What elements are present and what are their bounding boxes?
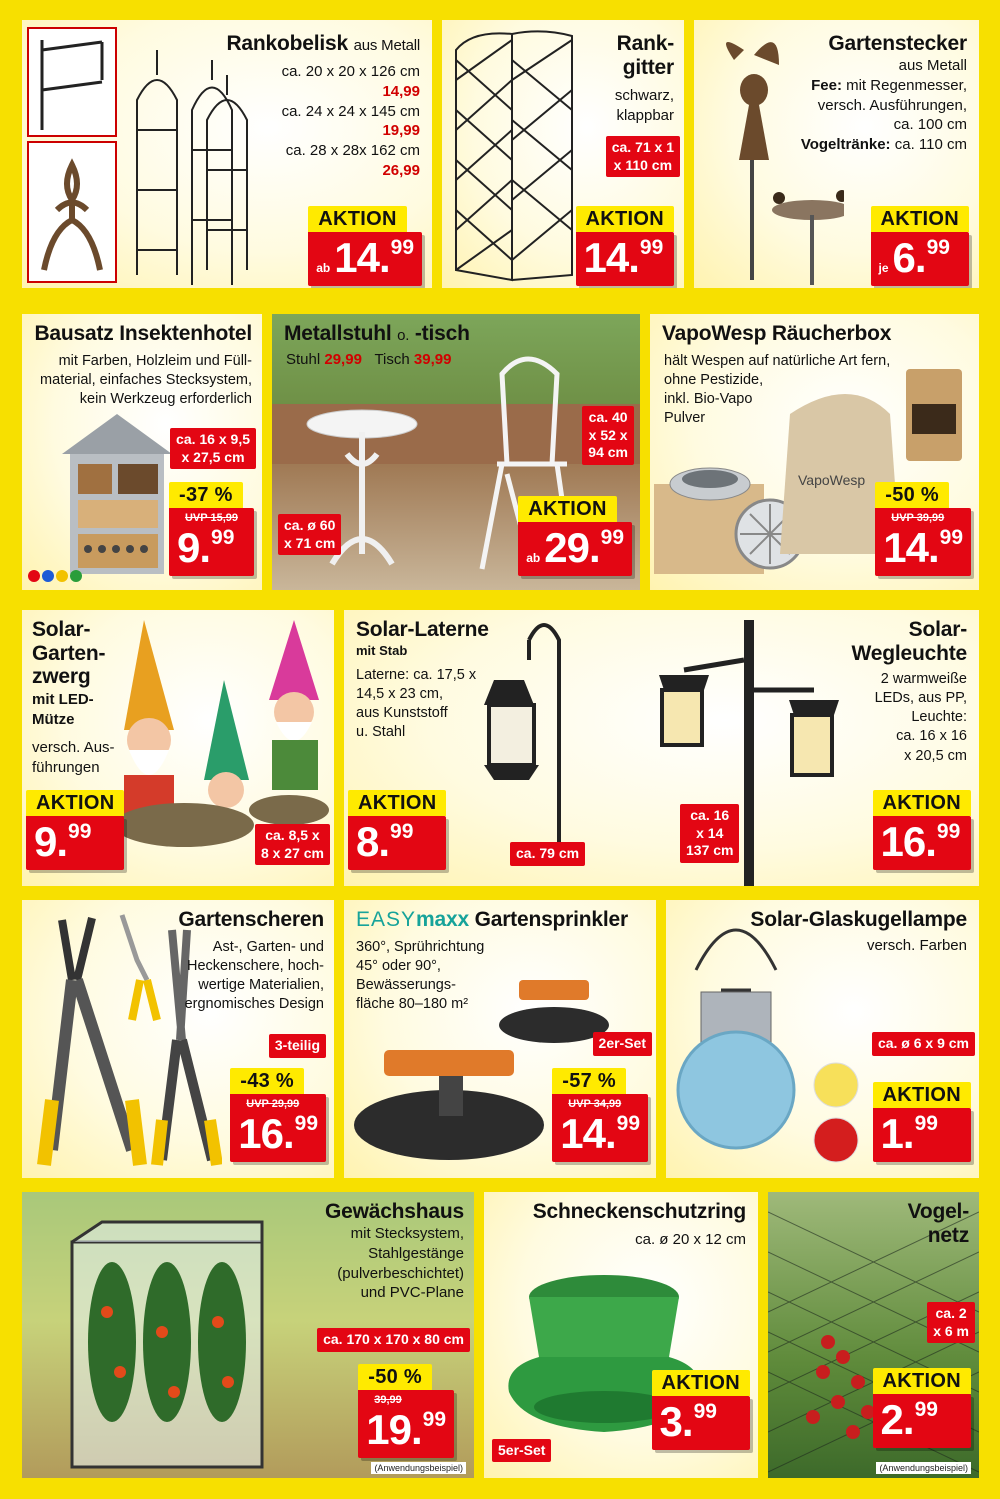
gewaechshaus-price: -50 % 39,99 19.99: [358, 1364, 454, 1458]
vogelnetz-dimension: ca. 2 x 6 m: [927, 1302, 975, 1343]
product-rankgitter: [442, 20, 684, 288]
metallstuhl-dimension-table: ca. ø 60 x 71 cm: [278, 514, 341, 555]
laterne-desc: Laterne: ca. 17,5 x 14,5 x 23 cm, aus Kunststoff u. Stahl: [356, 667, 477, 741]
gewaechshaus-desc: mit Stecksystem, Stahlgestänge (pulverbeschichtet) und PVC-Plane: [337, 1225, 464, 1302]
insektenhotel-desc: mit Farben, Holzleim und Füll- material, einfaches Stecksystem, kein Werkzeug erforderlich: [40, 353, 252, 408]
gewaechshaus-note: (Anwendungsbeispiel): [371, 1462, 466, 1474]
glaskugel-title: Solar-Glaskugellampe: [750, 908, 967, 931]
glaskugel-subtitle: versch. Farben: [866, 937, 967, 954]
product-schnecken: [484, 1192, 758, 1478]
trellis-image: [442, 20, 592, 288]
glaskugel-dimension: ca. ø 6 x 9 cm: [872, 1032, 975, 1056]
gartenzwerg-title: Solar- Garten- zwerg: [32, 618, 106, 689]
rankobelisk-title: Rankobelisk aus Metall: [226, 32, 420, 55]
schnecken-subtitle: ca. ø 20 x 12 cm: [635, 1231, 746, 1248]
vogelnetz-note: (Anwendungsbeispiel): [876, 1462, 971, 1474]
metallstuhl-dimension-chair: ca. 40 x 52 x 94 cm: [582, 406, 634, 465]
vogelnetz-price: AKTION 2.99: [873, 1368, 971, 1448]
laterne-dimension: ca. 79 cm: [510, 842, 585, 866]
gartenscheren-price: -43 % UVP 29,99 16.99: [230, 1068, 326, 1162]
vogelnetz-title: Vogel- netz: [907, 1200, 969, 1247]
sprinkler-desc: 360°, Sprührichtung 45° oder 90°, Bewässerungs- fläche 80–180 m²: [356, 939, 485, 1013]
insektenhotel-title: Bausatz Insektenhotel: [34, 322, 252, 345]
product-glaskugel: [666, 900, 979, 1178]
product-insektenhotel: [22, 314, 262, 590]
wegleuchte-title: Solar- Wegleuchte: [851, 618, 967, 665]
gartenzwerg-dimension: ca. 8,5 x 8 x 27 cm: [255, 824, 330, 865]
insektenhotel-price: -37 % UVP 15,99 9.99: [169, 482, 254, 576]
schnecken-tag: 5er-Set: [492, 1439, 551, 1463]
gartenstecker-desc: aus Metall Fee: mit Regenmesser, versch. Ausführungen, ca. 100 cm Vogeltränke: ca. 110 cm: [800, 57, 967, 154]
sprinkler-price: -57 % UVP 34,99 14.99: [552, 1068, 648, 1162]
product-gewaechshaus: [22, 1192, 474, 1478]
product-gartenscheren: [22, 900, 334, 1178]
glass-ball-lamp-image: [666, 900, 866, 1178]
sprinkler-title: EASYmaxx Gartensprinkler: [356, 908, 628, 931]
laterne-subtitle: mit Stab: [356, 643, 408, 658]
product-vogelnetz: [768, 1192, 979, 1478]
gartenzwerg-price: AKTION 9.99: [26, 790, 124, 870]
vapowesp-price: -50 % UVP 39,99 14.99: [875, 482, 971, 576]
gartenzwerg-subtitle: mit LED- Mütze: [32, 691, 94, 728]
rankobelisk-price: AKTION ab14.99: [308, 206, 422, 286]
rankgitter-price: AKTION 14.99: [576, 206, 674, 286]
greenhouse-image: [22, 1192, 282, 1478]
product-sprinkler: [344, 900, 656, 1178]
sprinkler-tag: 2er-Set: [593, 1032, 652, 1056]
metallstuhl-prices: Stuhl 29,99 Tisch 39,99: [286, 351, 452, 368]
gartenstecker-price: AKTION je6.99: [871, 206, 969, 286]
obelisk-image: [22, 20, 322, 288]
rankobelisk-sizes: ca. 20 x 20 x 126 cm 14,99 ca. 24 x 24 x 145 cm 19,99 ca. 28 x 28x 162 cm 26,99: [281, 63, 420, 179]
schnecken-price: AKTION 3.99: [652, 1370, 750, 1450]
laterne-price: AKTION 8.99: [348, 790, 446, 870]
glaskugel-price: AKTION 1.99: [873, 1082, 971, 1162]
wegleuchte-dimension: ca. 16 x 14 137 cm: [680, 804, 739, 863]
product-gartenzwerg: [22, 610, 334, 886]
rankgitter-dimension: ca. 71 x 1 x 110 cm: [606, 136, 680, 177]
schnecken-title: Schneckenschutzring: [532, 1200, 746, 1223]
gartenzwerg-desc: versch. Aus- führungen: [32, 739, 115, 776]
vapowesp-desc: hält Wespen auf natürliche Art fern, ohne Pestizide, inkl. Bio-Vapo Pulver: [664, 353, 891, 427]
metallstuhl-title: Metallstuhl o. -tisch: [284, 322, 470, 345]
gartenstecker-title: Gartenstecker: [828, 32, 967, 55]
vapowesp-bag-label: VapoWesp: [798, 472, 866, 488]
product-metallstuhl: [272, 314, 640, 590]
gartenscheren-desc: Ast-, Garten- und Heckenschere, hoch- wertige Materialien, ergnomisches Design: [184, 939, 324, 1013]
product-rankobelisk: [22, 20, 432, 288]
insektenhotel-dimension: ca. 16 x 9,5 x 27,5 cm: [170, 428, 256, 469]
product-vapowesp: [650, 314, 979, 590]
wegleuchte-price: AKTION 16.99: [873, 790, 971, 870]
metallstuhl-price: AKTION ab29.99: [518, 496, 632, 576]
laterne-title: Solar-Laterne: [356, 618, 489, 641]
gartenscheren-title: Gartenscheren: [178, 908, 324, 931]
gewaechshaus-title: Gewächshaus: [324, 1200, 464, 1223]
rankgitter-desc: schwarz, klappbar: [614, 87, 674, 124]
vapowesp-title: VapoWesp Räucherbox: [662, 322, 892, 345]
rankgitter-title: Rank- gitter: [616, 32, 674, 79]
gewaechshaus-dimension: ca. 170 x 170 x 80 cm: [317, 1328, 470, 1352]
product-solar-lights: [344, 610, 979, 886]
gartenscheren-tag: 3-teilig: [269, 1034, 326, 1058]
product-gartenstecker: [694, 20, 979, 288]
wegleuchte-desc: 2 warmweiße LEDs, aus PP, Leuchte: ca. 16 x 16 x 20,5 cm: [874, 671, 967, 764]
